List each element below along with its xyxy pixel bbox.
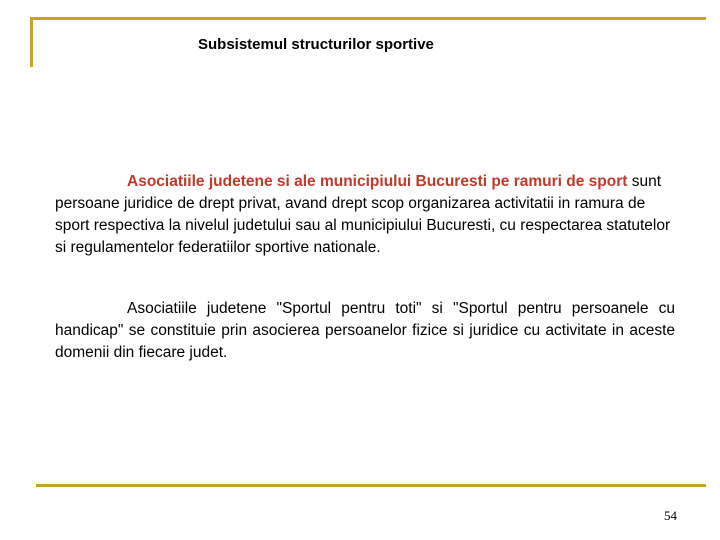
slide-title: Subsistemul structurilor sportive <box>198 36 434 53</box>
bottom-accent-rule <box>36 484 706 487</box>
left-accent-rule <box>30 17 33 67</box>
paragraph-sport-for-all <box>55 298 675 364</box>
paragraph-body: Asociatiile judetene "Sportul pentru toti" si "Sportul pentru persoanele cu handicap" se constituie prin asocierea persoanelor fizice si juridice cu activitate in aceste domenii din fiecare judet. <box>55 300 675 361</box>
top-accent-rule <box>30 17 706 20</box>
paragraph-body: sunt persoane juridice de drept privat, avand drept scop organizarea activitatii in ramura de sport respectiva la nivelul judetului sau al municipiului Bucuresti, cu respectarea statutelor si regulamentelor federatiilor sportive nationale. <box>55 173 671 256</box>
paragraph-highlight: Asociatiile judetene si ale municipiului Bucuresti pe ramuri de sport <box>127 173 628 190</box>
page-number: 54 <box>664 508 677 523</box>
paragraph-county-associations <box>55 171 675 259</box>
